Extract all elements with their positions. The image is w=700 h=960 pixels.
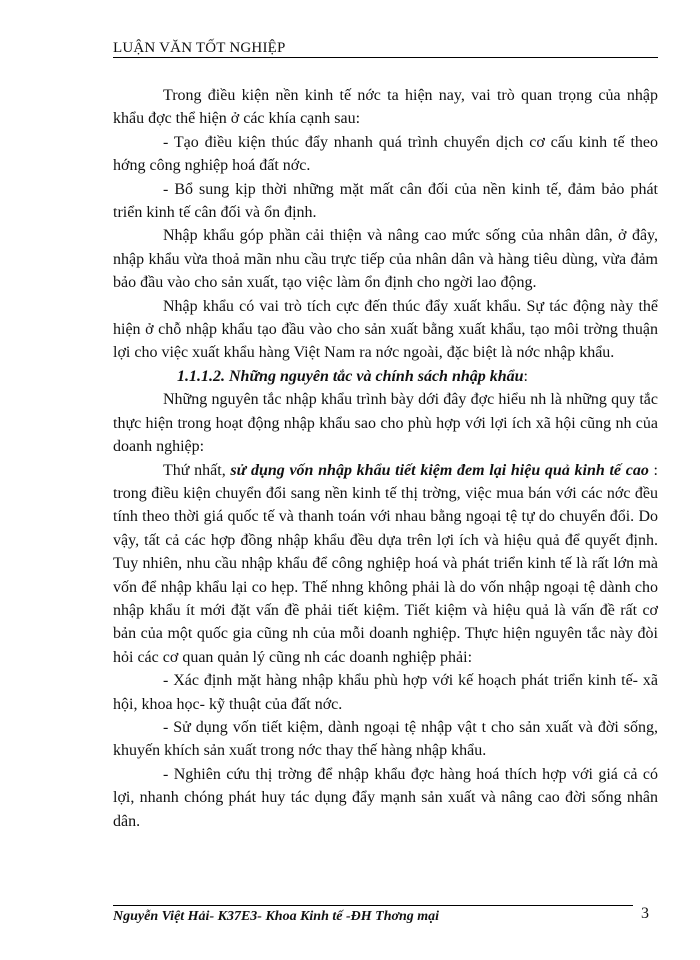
section-heading-colon: : — [523, 367, 528, 385]
first-principle-text: : trong điều kiện chuyển đổi sang nền kinh tế thị trờng, việc mua bán với các nớc đều tính theo thời giá quốc tế và thanh toán với nhau bằng ngoại tệ tự do chuyển đổi. Do vậy, tất cả các hợp đồng nhập khẩu đều dựa trên lợi ích và hiệu quả để quyết định. Tuy nhiên, nhu cầu nhập khẩu để công nghiệp hoá và phát triển kinh tế là rất lớn mà vốn để nhập khẩu lại co hẹp. Thế nhng không phải là do vốn nhập ngoại tệ dành cho nhập khẩu ít mới đặt vấn đề phải tiết kiệm. Tiết kiệm và hiệu quả là vấn đề rất cơ bản của một quốc gia cũng nh của mỗi doanh nghiệp. Thực hiện nguyên tắc này đòi hỏi các cơ quan quản lý cũng nh các doanh nghiệp phải: — [113, 461, 658, 666]
paragraph-intro: Trong điều kiện nền kinh tế nớc ta hiện nay, vai trò quan trọng của nhập khẩu đợc thể hiện ở các khía cạnh sau: — [113, 87, 658, 128]
footer-divider — [113, 905, 633, 906]
bullet-restructuring: - Tạo điều kiện thúc đẩy nhanh quá trình chuyển dịch cơ cấu kinh tế theo hớng công nghiệp hoá đất nớc. — [113, 133, 658, 175]
section-heading — [113, 365, 658, 388]
bullet-balance: - Bổ sung kịp thời những mặt mất cân đối của nền kinh tế, đảm bảo phát triển kinh tế cân đối và ổn định. — [113, 180, 658, 222]
first-principle-lead: Thứ nhất, — [163, 461, 231, 479]
first-principle-emphasis: sử dụng vốn nhập khẩu tiết kiệm đem lại hiệu quả kinh tế cao — [230, 461, 649, 479]
bullet-market-research: - Nghiên cứu thị trờng để nhập khẩu đợc hàng hoá thích hợp với giá cả có lợi, nhanh chóng phát huy tác dụng đẩy mạnh sản xuất và nâng cao đời sống nhân dân. — [113, 765, 658, 830]
paragraph-first-principle — [113, 459, 658, 670]
page-number: 3 — [641, 905, 649, 922]
document-body — [113, 84, 658, 833]
bullet-capital-saving: - Sử dụng vốn tiết kiệm, dành ngoại tệ nhập vật t cho sản xuất và đời sống, khuyến khích sản xuất trong nớc thay thế hàng nhập khẩu. — [113, 718, 658, 760]
footer-author-line: Nguyễn Việt Hải- K37E3- Khoa Kinh tế -ĐH Thơng mại — [113, 909, 440, 924]
paragraph-export-promotion: Nhập khẩu có vai trò tích cực đến thúc đẩy xuất khẩu. Sự tác động này thể hiện ở chỗ nhập khẩu tạo đầu vào cho sản xuất bằng xuất khẩu, tạo môi trờng thuận lợi cho việc xuất khẩu hàng Việt Nam ra nớc ngoài, đặc biệt là nớc nhập khẩu. — [113, 297, 658, 362]
page-header: LUẬN VĂN TỐT NGHIỆP — [113, 40, 658, 58]
paragraph-principles-intro: Những nguyên tắc nhập khẩu trình bày dới đây đợc hiểu nh là những quy tắc thực hiện trong hoạt động nhập khẩu sao cho phù hợp với lợi ích xã hội cũng nh của doanh nghiệp: — [113, 391, 658, 456]
section-heading-text: 1.1.1.2. Những nguyên tắc và chính sách nhập khẩu — [177, 367, 524, 385]
paragraph-living-standards: Nhập khẩu góp phần cải thiện và nâng cao mức sống của nhân dân, ở đây, nhập khẩu vừa thoả mãn nhu cầu trực tiếp của nhân dân và hàng tiêu dùng, vừa đảm bảo đầu vào cho sản xuất, tạo việc làm ổn định cho ngời lao động. — [113, 227, 658, 292]
bullet-product-selection: - Xác định mặt hàng nhập khẩu phù hợp với kế hoạch phát triển kinh tế- xã hội, khoa học- kỹ thuật của đất nớc. — [113, 672, 658, 713]
